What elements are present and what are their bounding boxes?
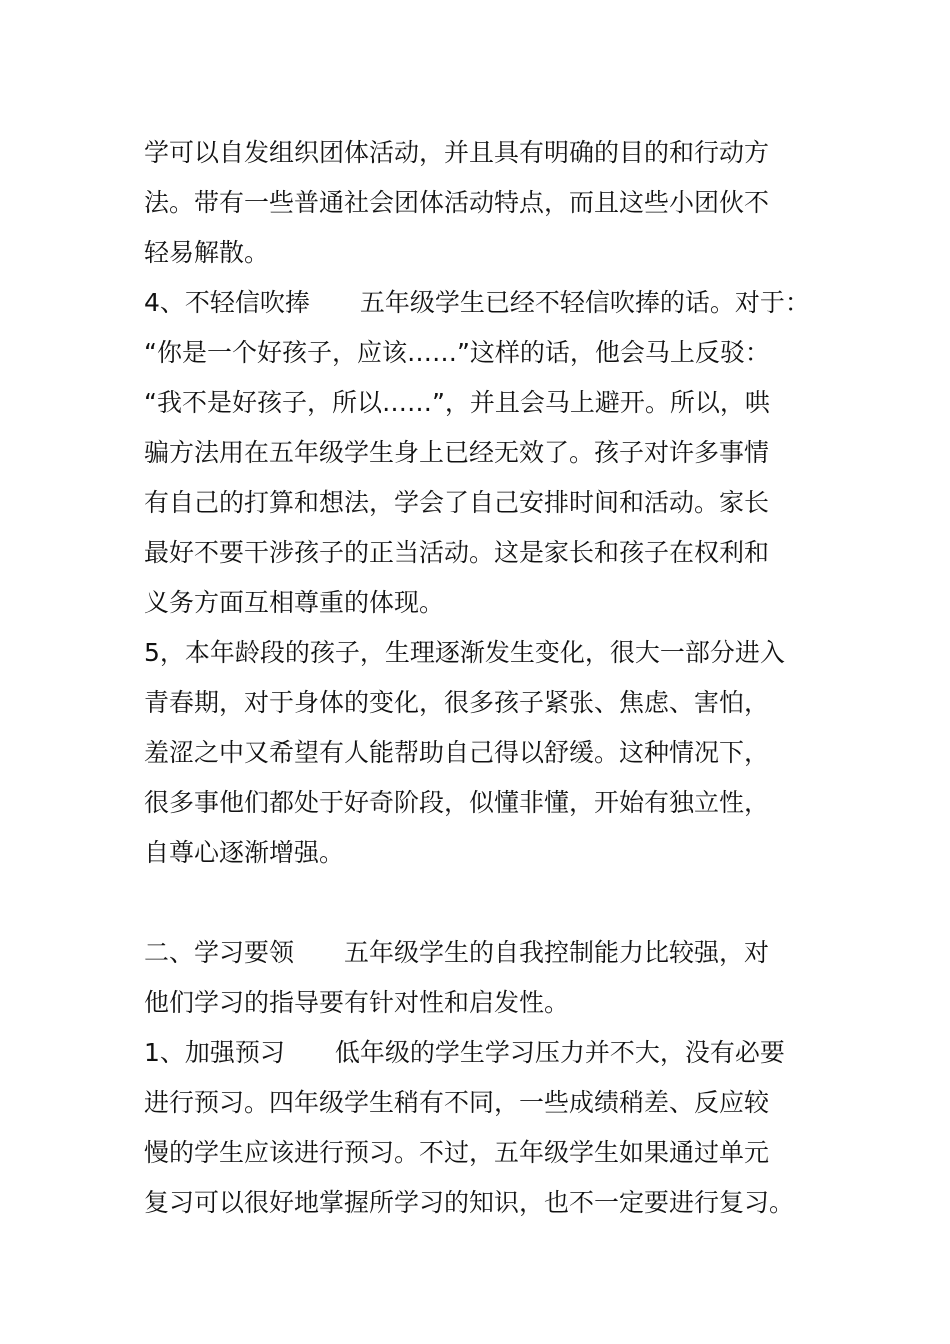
- text-line-17: 二、学习要领 五年级学生的自我控制能力比较强，对: [144, 938, 770, 967]
- blank-line: [144, 878, 824, 928]
- text-line-3: 轻易解散。: [144, 238, 270, 267]
- text-line-19: 1、加强预习 低年级的学生学习压力并不大，没有必要: [144, 1038, 785, 1067]
- text-line-21: 慢的学生应该进行预习。不过，五年级学生如果通过单元: [144, 1138, 770, 1167]
- text-line-13: 羞涩之中又希望有人能帮助自己得以舒缓。这种情况下，: [144, 738, 770, 767]
- text-line-7: 骗方法用在五年级学生身上已经无效了。孩子对许多事情: [144, 438, 770, 467]
- text-line-6: “我不是好孩子，所以……”，并且会马上避开。所以，哄: [144, 388, 770, 417]
- text-line-5: “你是一个好孩子，应该……”这样的话，他会马上反驳：: [144, 338, 770, 367]
- text-line-10: 义务方面互相尊重的体现。: [144, 588, 445, 617]
- text-line-1: 学可以自发组织团体活动，并且具有明确的目的和行动方: [144, 138, 770, 167]
- text-line-15: 自尊心逐渐增强。: [144, 838, 345, 867]
- text-line-18: 他们学习的指导要有针对性和启发性。: [144, 988, 570, 1017]
- document-body: [144, 128, 824, 1228]
- text-line-9: 最好不要干涉孩子的正当活动。这是家长和孩子在权利和: [144, 538, 770, 567]
- text-line-2: 法。带有一些普通社会团体活动特点，而且这些小团伙不: [144, 188, 770, 217]
- text-line-4: 4、不轻信吹捧 五年级学生已经不轻信吹捧的话。对于：: [144, 288, 810, 317]
- text-line-12: 青春期，对于身体的变化，很多孩子紧张、焦虑、害怕，: [144, 688, 770, 717]
- text-line-11: 5，本年龄段的孩子，生理逐渐发生变化，很大一部分进入: [144, 638, 785, 667]
- text-line-20: 进行预习。四年级学生稍有不同，一些成绩稍差、反应较: [144, 1088, 770, 1117]
- text-line-14: 很多事他们都处于好奇阶段，似懂非懂，开始有独立性，: [144, 788, 770, 817]
- text-line-8: 有自己的打算和想法，学会了自己安排时间和活动。家长: [144, 488, 770, 517]
- text-line-22: 复习可以很好地掌握所学习的知识，也不一定要进行复习。: [144, 1188, 795, 1217]
